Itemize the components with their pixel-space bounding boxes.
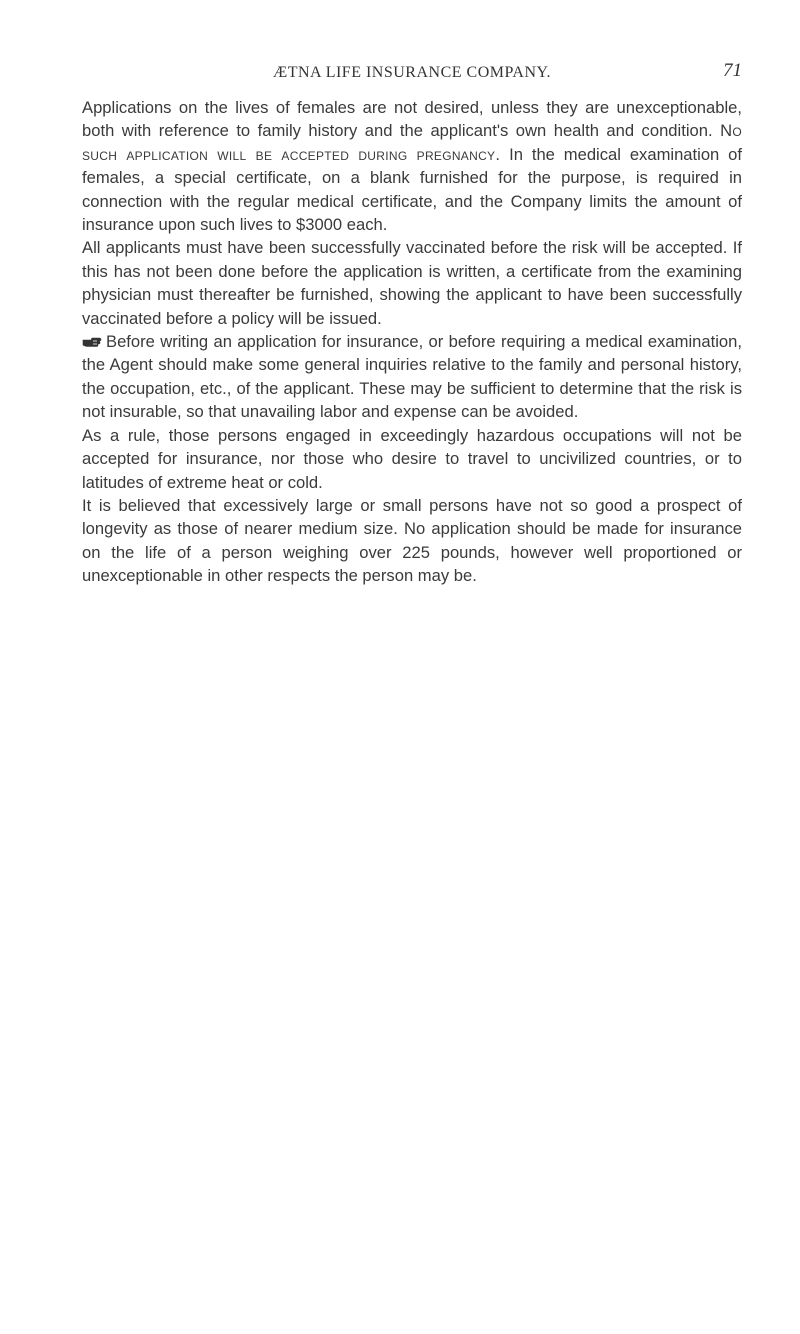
pointing-hand-icon bbox=[82, 331, 102, 344]
paragraph-hazardous: As a rule, those persons engaged in exceedingly hazardous occupations will not be accepted for insurance, nor those who desire to travel to uncivilized countries, or to latitudes of extreme heat or cold. bbox=[82, 425, 742, 492]
paragraph-females-text-a: Applications on the lives of females are not desired, unless they are unexceptionable, both with reference to family history and the applicant's own health and condition. bbox=[82, 98, 742, 141]
book-page bbox=[82, 0, 742, 588]
paragraph-inquiries-text: Before writing an application for insurance, or before requiring a medical examination, the Agent should make some general inquiries relative to the family and personal history, the occupation, etc., of the applicant. These may be sufficient to determine that the risk is not insurable, so that unavailing labor and expense can be avoided. bbox=[82, 332, 742, 422]
running-title: ÆTNA LIFE INSURANCE COMPANY. bbox=[272, 64, 552, 81]
paragraph-females bbox=[82, 96, 742, 236]
paragraph-females-text-b: In the medical examination of females, a special certificate, on a blank furnished for the purpose, is required in connection with the regular medical certificate, and the Company limits the amount of insurance upon such lives to $3000 each. bbox=[82, 144, 742, 235]
running-head bbox=[82, 56, 742, 96]
page-number: 71 bbox=[723, 60, 742, 81]
paragraph-inquiries bbox=[82, 330, 742, 424]
pregnancy-notice: No such application will be accepted during pregnancy. bbox=[82, 121, 742, 164]
paragraph-vaccination: All applicants must have been successfully vaccinated before the risk will be accepted. If this has not been done before the application is written, a certificate from the examining physician must thereafter be furnished, showing the applicant to have been successfully vaccinated before a policy will be issued. bbox=[82, 238, 742, 328]
body-text bbox=[82, 96, 742, 588]
paragraph-weight: It is believed that excessively large or small persons have not so good a prospect of longevity as those of nearer medium size. No application should be made for insurance on the life of a person weighing over 225 pounds, however well proportioned or unexceptionable in other respects the person may be. bbox=[82, 495, 742, 586]
